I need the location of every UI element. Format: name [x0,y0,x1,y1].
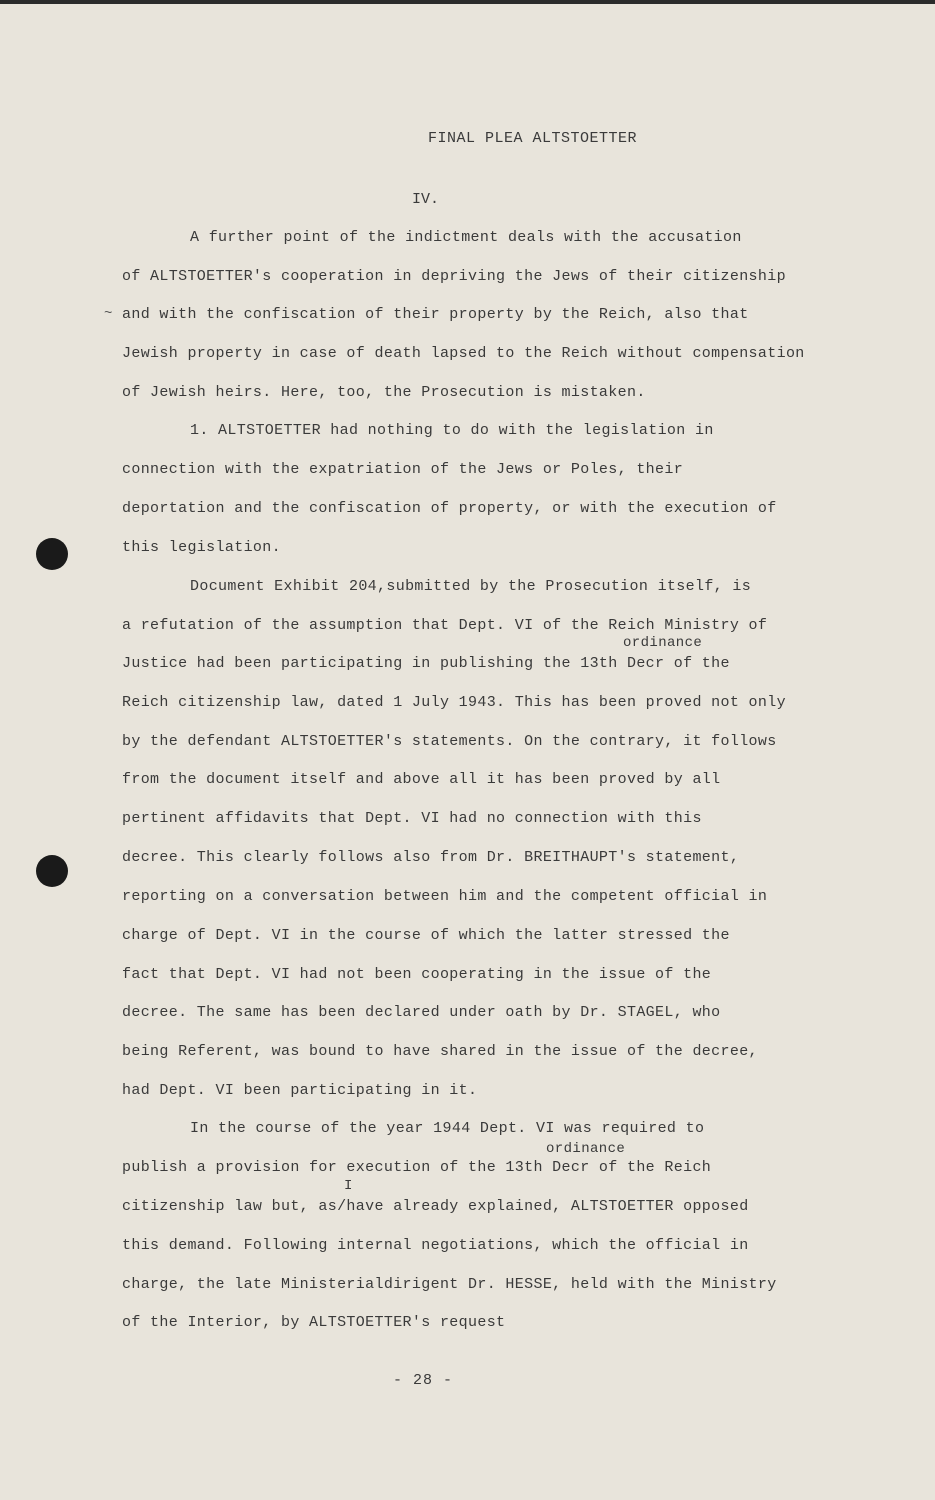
text-line: by the defendant ALTSTOETTER's statements. On the contrary, it follows [122,733,777,750]
text-line: decree. The same has been declared under oath by Dr. STAGEL, who [122,1004,721,1021]
text-line: had Dept. VI been participating in it. [122,1082,478,1099]
handwritten-insert: ordinance [623,635,703,651]
margin-mark: ~ [104,306,113,322]
text-line: deportation and the confiscation of property, or with the execution of [122,500,777,517]
text-line: being Referent, was bound to have shared in the issue of the decree, [122,1043,758,1060]
text-line: of the Interior, by ALTSTOETTER's request [122,1314,506,1331]
text-line: fact that Dept. VI had not been cooperating in the issue of the [122,966,712,983]
text-line: Reich citizenship law, dated 1 July 1943. This has been proved not only [122,694,786,711]
text-line: of Jewish heirs. Here, too, the Prosecution is mistaken. [122,384,646,401]
text-line: this legislation. [122,539,281,556]
text-line: this demand. Following internal negotiations, which the official in [122,1237,749,1254]
punch-hole-top [36,538,68,570]
text-line: 1. ALTSTOETTER had nothing to do with the legislation in [190,422,714,439]
section-number: IV. [412,191,440,208]
punch-hole-bottom [36,855,68,887]
text-line: In the course of the year 1944 Dept. VI was required to [190,1120,705,1137]
text-line: Justice had been participating in publishing the 13th Decr of the [122,655,730,672]
text-line: a refutation of the assumption that Dept. VI of the Reich Ministry of [122,617,768,634]
text-line: publish a provision for execution of the 13th Decr of the Reich [122,1159,712,1176]
page-number: - 28 - [393,1372,454,1389]
text-line: charge of Dept. VI in the course of which the latter stressed the [122,927,730,944]
text-line: decree. This clearly follows also from Dr. BREITHAUPT's statement, [122,849,740,866]
top-edge [0,0,935,4]
text-line: Document Exhibit 204,submitted by the Prosecution itself, is [190,578,752,595]
text-line: citizenship law but, as/have already explained, ALTSTOETTER opposed [122,1198,749,1215]
text-line: charge, the late Ministerialdirigent Dr. HESSE, held with the Ministry [122,1276,777,1293]
text-line: of ALTSTOETTER's cooperation in depriving the Jews of their citizenship [122,268,786,285]
text-line: pertinent affidavits that Dept. VI had no connection with this [122,810,702,827]
text-line: and with the confiscation of their property by the Reich, also that [122,306,749,323]
handwritten-insert: ordinance [546,1141,626,1157]
text-line: connection with the expatriation of the Jews or Poles, their [122,461,684,478]
handwritten-insert: I [344,1178,353,1194]
text-line: Jewish property in case of death lapsed to the Reich without compensation [122,345,805,362]
text-line: from the document itself and above all it has been proved by all [122,771,721,788]
page-title: FINAL PLEA ALTSTOETTER [428,130,638,147]
text-line: reporting on a conversation between him and the competent official in [122,888,768,905]
text-line: A further point of the indictment deals with the accusation [190,229,742,246]
